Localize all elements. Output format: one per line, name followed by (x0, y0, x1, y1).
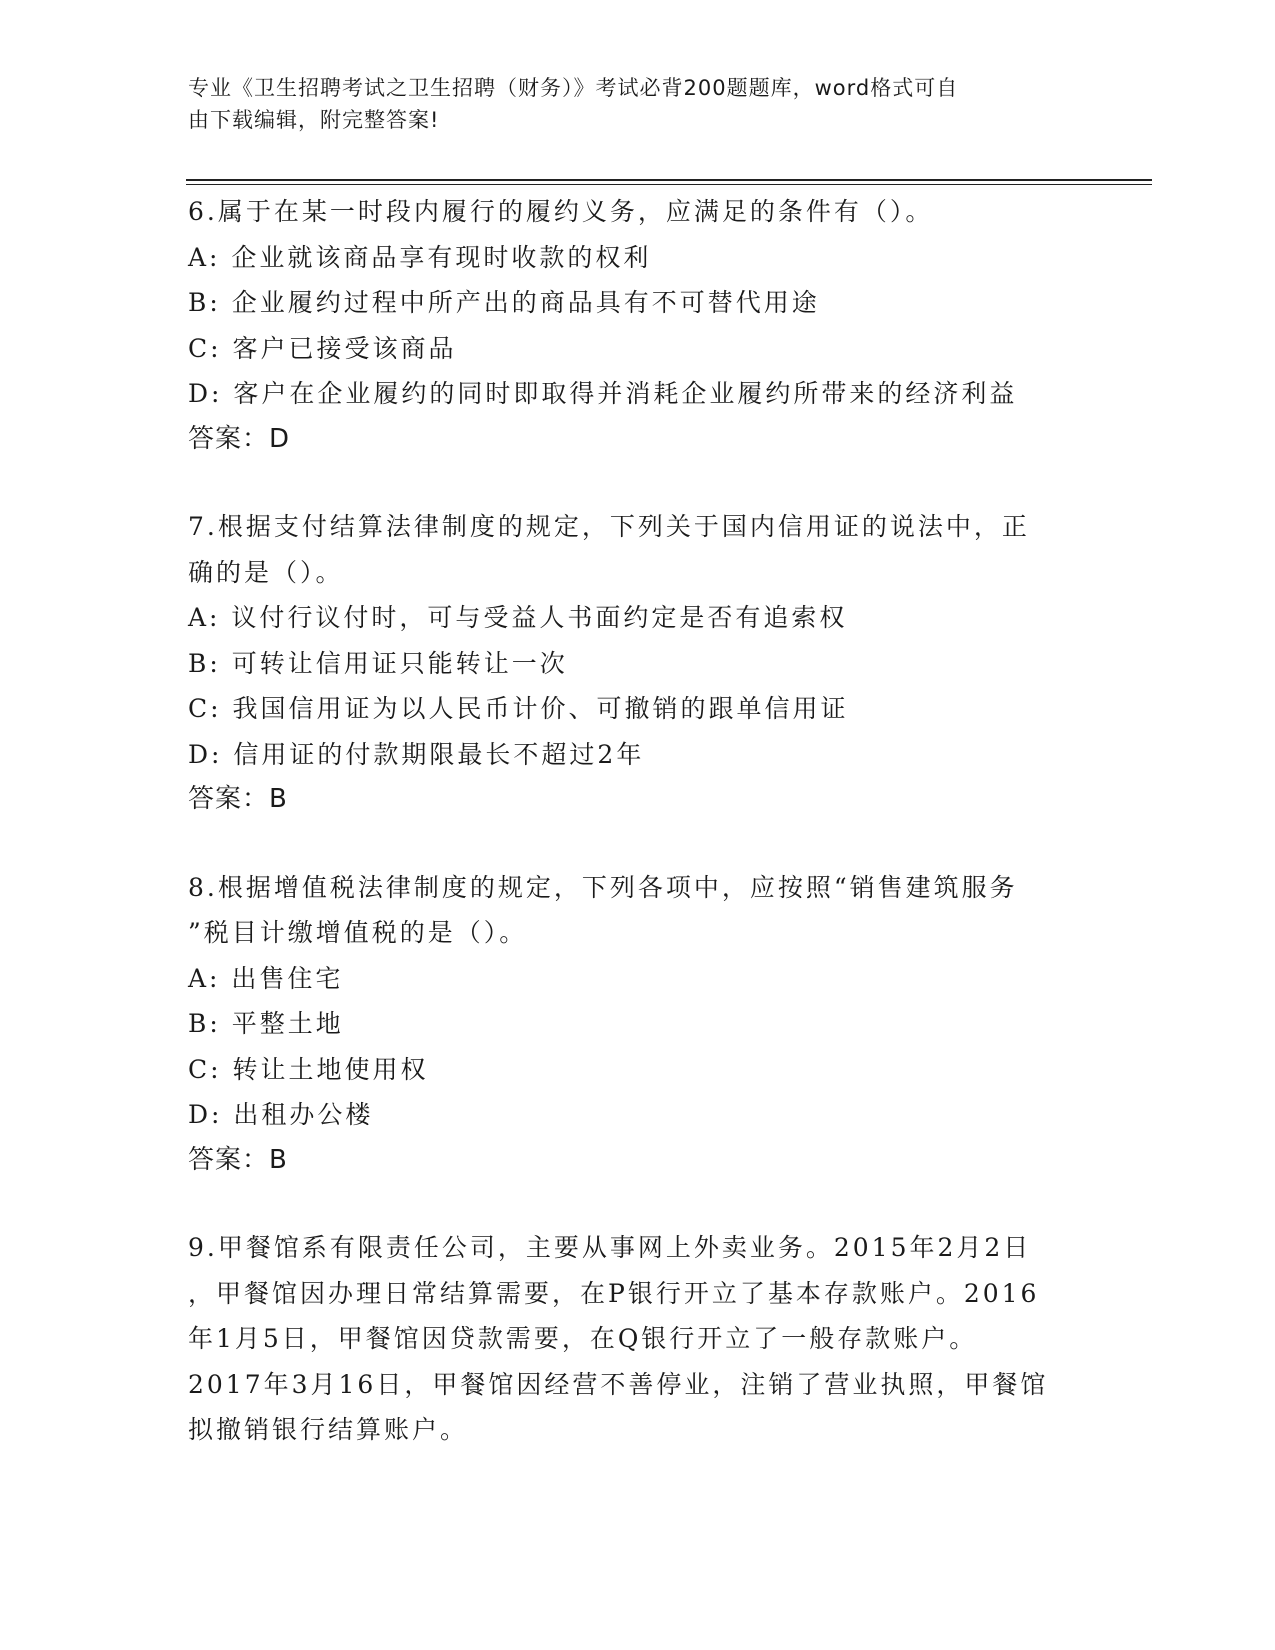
question-7-text-line-2: 确的是（）。 (188, 557, 344, 587)
question-9-text-line-5: 拟撤销银行结算账户。 (188, 1415, 469, 1444)
question-8-text-line-1: 8.根据增值税法律制度的规定，下列各项中，应按照“销售建筑服务 (188, 872, 1018, 902)
question-9-text-line-2: ，甲餐馆因办理日常结算需要，在P银行开立了基本存款账户。2016 (188, 1278, 1040, 1308)
question-9-text-line-1: 9.甲餐馆系有限责任公司，主要从事网上外卖业务。2015年2月2日 (188, 1233, 1032, 1262)
question-6-text: 6.属于在某一时段内履行的履约义务，应满足的条件有（）。 (188, 197, 934, 226)
header-title-line-1: 专业《卫生招聘考试之卫生招聘（财务）》考试必背200题题库，word格式可自 (188, 76, 959, 100)
question-8-option-c: C: 转让土地使用权 (188, 1054, 429, 1084)
question-6-option-d: D: 客户在企业履约的同时即取得并消耗企业履约所带来的经济利益 (188, 379, 1018, 408)
header-divider-thick (186, 179, 1152, 181)
question-9 (188, 1225, 1088, 1453)
question-6-option-b: B: 企业履约过程中所产出的商品具有不可替代用途 (188, 288, 820, 317)
question-7-option-a: A: 议付行议付时，可与受益人书面约定是否有追索权 (188, 603, 848, 632)
question-9-text-line-4: 2017年3月16日，甲餐馆因经营不善停业，注销了营业执照，甲餐馆 (188, 1369, 1049, 1399)
header-title-line-2: 由下载编辑，附完整答案! (188, 108, 440, 132)
question-8-answer: 答案：B (188, 1144, 288, 1175)
question-9-text-line-3: 年1月5日，甲餐馆因贷款需要，在Q银行开立了一般存款账户。 (188, 1324, 978, 1353)
document-header (188, 72, 1068, 136)
question-6-option-c: C: 客户已接受该商品 (188, 333, 457, 363)
question-7-option-b: B: 可转让信用证只能转让一次 (188, 648, 568, 678)
question-6 (188, 189, 1088, 462)
question-6-answer: 答案：D (188, 423, 291, 454)
question-8 (188, 865, 1088, 1184)
question-list (188, 189, 1088, 1495)
question-7-text-line-1: 7.根据支付结算法律制度的规定，下列关于国内信用证的说法中，正 (188, 512, 1030, 541)
question-8-text-line-2: ”税目计缴增值税的是（）。 (188, 918, 528, 947)
question-8-option-a: A: 出售住宅 (188, 963, 344, 993)
question-6-option-a: A: 企业就该商品享有现时收款的权利 (188, 242, 652, 272)
question-7-option-c: C: 我国信用证为以人民币计价、可撤销的跟单信用证 (188, 694, 849, 723)
question-7-answer: 答案：B (188, 784, 288, 814)
question-8-option-b: B: 平整土地 (188, 1009, 344, 1038)
question-7-option-d: D: 信用证的付款期限最长不超过2年 (188, 739, 645, 769)
question-8-option-d: D: 出租办公楼 (188, 1100, 374, 1129)
question-7 (188, 504, 1088, 823)
header-divider-thin (186, 184, 1152, 185)
